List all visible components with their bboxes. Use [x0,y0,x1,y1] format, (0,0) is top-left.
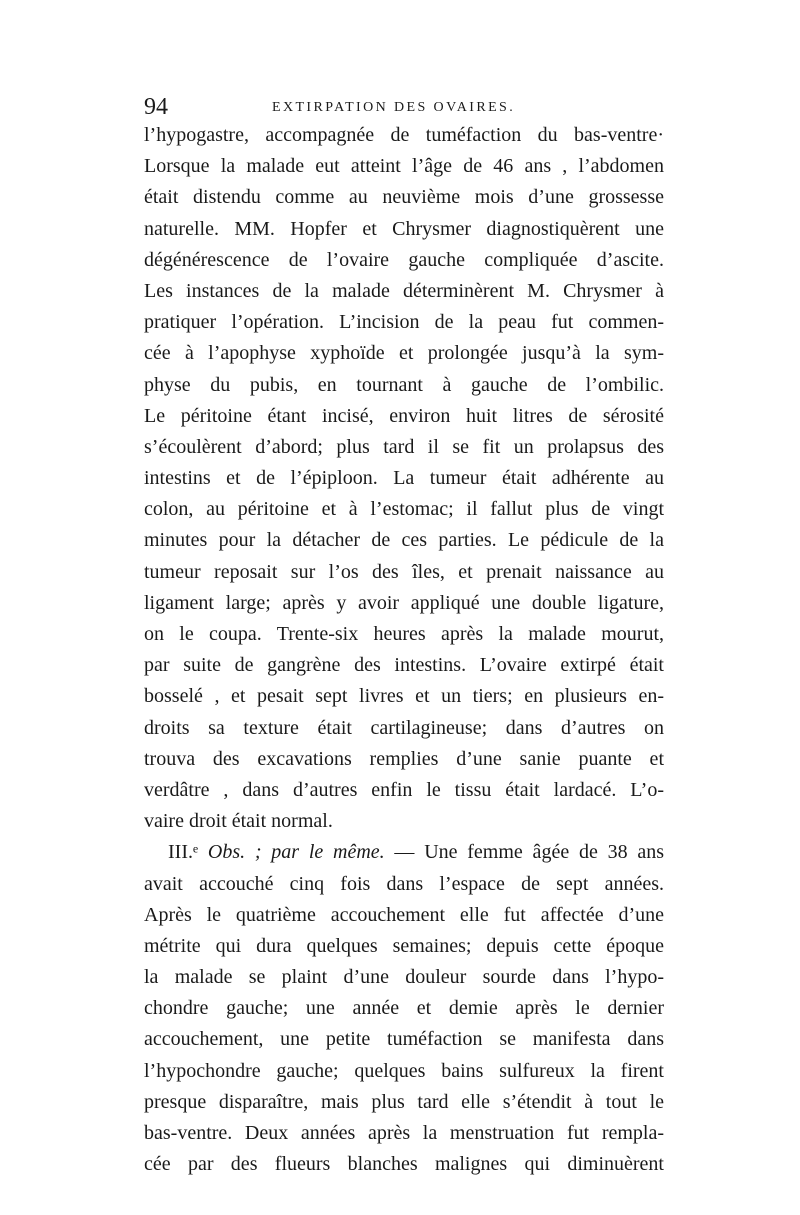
observation-label: Obs. ; par le même. [207,841,385,864]
text-line: l’hypogastre, accompagnée de tuméfaction du bas-ventre· [144,124,664,146]
text-line: tumeur reposait sur l’os des îles, et prenait naissance au [144,560,664,583]
text-line: Le péritoine étant incisé, environ huit litres de sérosité [144,404,664,427]
observation-heading-line [144,837,664,868]
text-line: Les instances de la malade déterminèrent M. Chrysmer à [144,279,664,302]
text-line: vaire droit était normal. [144,810,333,833]
page-number: 94 [144,94,168,120]
observation-number: III.ᵉ [168,841,208,864]
text-line: intestins et de l’épiploon. La tumeur était adhérente au [144,467,664,490]
text-line: minutes pour la détacher de ces parties. Le pédicule de la [144,529,664,552]
text-line: pratiquer l’opération. L’incision de la peau fut commen- [144,311,664,334]
text-line: naturelle. MM. Hopfer et Chrysmer diagnostiquèrent une [144,217,664,240]
running-title: EXTIRPATION DES OVAIRES. [272,100,516,115]
text-line: cée à l’apophyse xyphoïde et prolongée jusqu’à la sym- [144,342,664,365]
text-line: colon, au péritoine et à l’estomac; il fallut plus de vingt [144,498,664,521]
body-text [144,120,664,1180]
text-line: trouva des excavations remplies d’une sanie puante et [144,747,664,770]
text-line: était distendu comme au neuvième mois d’une grossesse [144,186,664,209]
text-line: cée par des flueurs blanches malignes qui diminuèrent [144,1153,664,1176]
text-line: bosselé , et pesait sept livres et un tiers; en plusieurs en- [144,685,664,708]
text-line: s’écoulèrent d’abord; plus tard il se fit un prolapsus des [144,435,664,458]
text-line: droits sa texture était cartilagineuse; dans d’autres on [144,716,664,739]
text-line: presque disparaître, mais plus tard elle s’étendit à tout le [144,1090,664,1113]
text-line: on le coupa. Trente-six heures après la malade mourut, [144,623,664,645]
text-line: physe du pubis, en tournant à gauche de l’ombilic. [144,373,664,396]
text-line: avait accouché cinq fois dans l’espace de sept années. [144,872,664,895]
observation-text: — Une femme âgée de 38 ans [384,841,665,864]
text-line: ligament large; après y avoir appliqué une double ligature, [144,591,664,614]
text-line: accouchement, une petite tuméfaction se manifesta dans [144,1028,664,1051]
text-line: bas-ventre. Deux années après la menstruation fut rempla- [144,1122,664,1144]
text-line: métrite qui dura quelques semaines; depuis cette époque [144,934,664,957]
text-line: la malade se plaint d’une douleur sourde dans l’hypo- [144,966,664,989]
text-line: chondre gauche; une année et demie après le dernier [144,997,664,1020]
text-line: verdâtre , dans d’autres enfin le tissu était lardacé. L’o- [144,778,664,801]
text-line: l’hypochondre gauche; quelques bains sulfureux la firent [144,1059,664,1082]
text-line: par suite de gangrène des intestins. L’ovaire extirpé était [144,654,664,677]
text-line: dégénérescence de l’ovaire gauche compliquée d’ascite. [144,248,664,271]
text-line: Après le quatrième accouchement elle fut affectée d’une [144,903,664,926]
text-line: Lorsque la malade eut atteint l’âge de 46 ans , l’abdomen [144,155,664,178]
